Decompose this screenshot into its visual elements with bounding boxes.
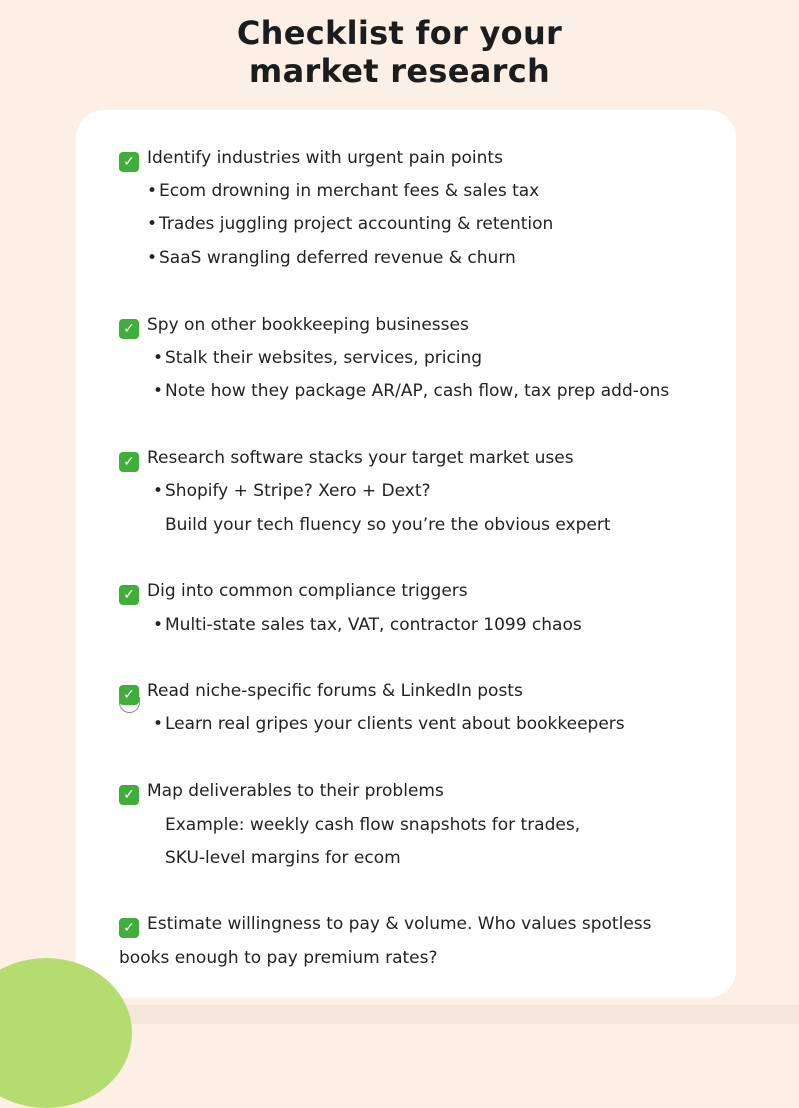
subitem-text: Learn real gripes your clients vent about bookkeepers bbox=[165, 714, 625, 734]
checklist-item-heading bbox=[119, 314, 469, 339]
bullet-icon: • bbox=[147, 181, 158, 201]
subitem-text: Example: weekly cash flow snapshots for trades, bbox=[165, 815, 581, 835]
checklist-subitem bbox=[153, 347, 482, 369]
bullet-icon: • bbox=[153, 615, 164, 635]
page-title bbox=[0, 14, 799, 90]
checkmark-icon: ✓ bbox=[119, 152, 139, 172]
bullet-icon: • bbox=[153, 714, 164, 734]
checklist-item-heading bbox=[119, 780, 444, 805]
bullet-icon: • bbox=[147, 248, 158, 268]
subitem-text: Ecom drowning in merchant fees & sales tax bbox=[159, 181, 540, 201]
title-line-1: Checklist for your bbox=[236, 14, 563, 52]
heading-text: Read niche-specific forums & LinkedIn posts bbox=[147, 681, 523, 701]
checklist-subitem bbox=[153, 480, 431, 502]
checklist-subitem bbox=[147, 180, 539, 202]
bullet-icon: • bbox=[153, 481, 164, 501]
heading-text: Research software stacks your target market uses bbox=[147, 448, 574, 468]
subitem-text: Multi-state sales tax, VAT, contractor 1099 chaos bbox=[165, 615, 582, 635]
checkmark-icon: ✓ bbox=[119, 319, 139, 339]
subitem-text: Note how they package AR/AP, cash flow, tax prep add-ons bbox=[165, 381, 670, 401]
checkmark-icon: ✓ bbox=[119, 785, 139, 805]
checklist-subitem-continuation bbox=[165, 847, 401, 869]
subitem-text: Shopify + Stripe? Xero + Dext? bbox=[165, 481, 431, 501]
title-line-2: market research bbox=[248, 52, 551, 90]
heading-text: Dig into common compliance triggers bbox=[147, 581, 468, 601]
subitem-text: Trades juggling project accounting & retention bbox=[159, 214, 554, 234]
heading-text: Identify industries with urgent pain points bbox=[147, 148, 503, 168]
checkmark-icon: ✓ bbox=[119, 918, 139, 938]
subitem-text: SKU-level margins for ecom bbox=[165, 848, 401, 868]
checklist-heading-continuation bbox=[119, 947, 438, 969]
checklist-subitem-continuation bbox=[165, 514, 611, 536]
checkmark-icon: ✓ bbox=[119, 585, 139, 605]
checklist-item-heading bbox=[119, 913, 652, 938]
heading-text: Estimate willingness to pay & volume. Who values spotless bbox=[147, 914, 652, 934]
checkmark-icon: ✓ bbox=[119, 452, 139, 472]
bullet-icon: • bbox=[153, 381, 164, 401]
checklist-subitem bbox=[153, 713, 625, 735]
checklist-subitem-continuation bbox=[165, 814, 580, 836]
subitem-text: Stalk their websites, services, pricing bbox=[165, 348, 483, 368]
checklist-item-heading bbox=[119, 580, 468, 605]
checklist-subitem bbox=[153, 614, 582, 636]
checkmark-icon: ✓ bbox=[119, 685, 139, 705]
bullet-icon: • bbox=[147, 214, 158, 234]
bullet-icon: • bbox=[153, 348, 164, 368]
subitem-text: Build your tech fluency so you’re the obvious expert bbox=[165, 515, 611, 535]
checklist-subitem bbox=[147, 247, 516, 269]
heading-text: Map deliverables to their problems bbox=[147, 781, 444, 801]
heading-text: books enough to pay premium rates? bbox=[119, 948, 438, 968]
checklist-item-heading bbox=[119, 147, 503, 172]
checklist-subitem bbox=[147, 213, 553, 235]
heading-text: Spy on other bookkeeping businesses bbox=[147, 315, 469, 335]
checklist-item-heading bbox=[119, 680, 523, 705]
checklist-subitem bbox=[153, 380, 669, 402]
checklist-item-heading bbox=[119, 447, 574, 472]
subitem-text: SaaS wrangling deferred revenue & churn bbox=[159, 248, 516, 268]
